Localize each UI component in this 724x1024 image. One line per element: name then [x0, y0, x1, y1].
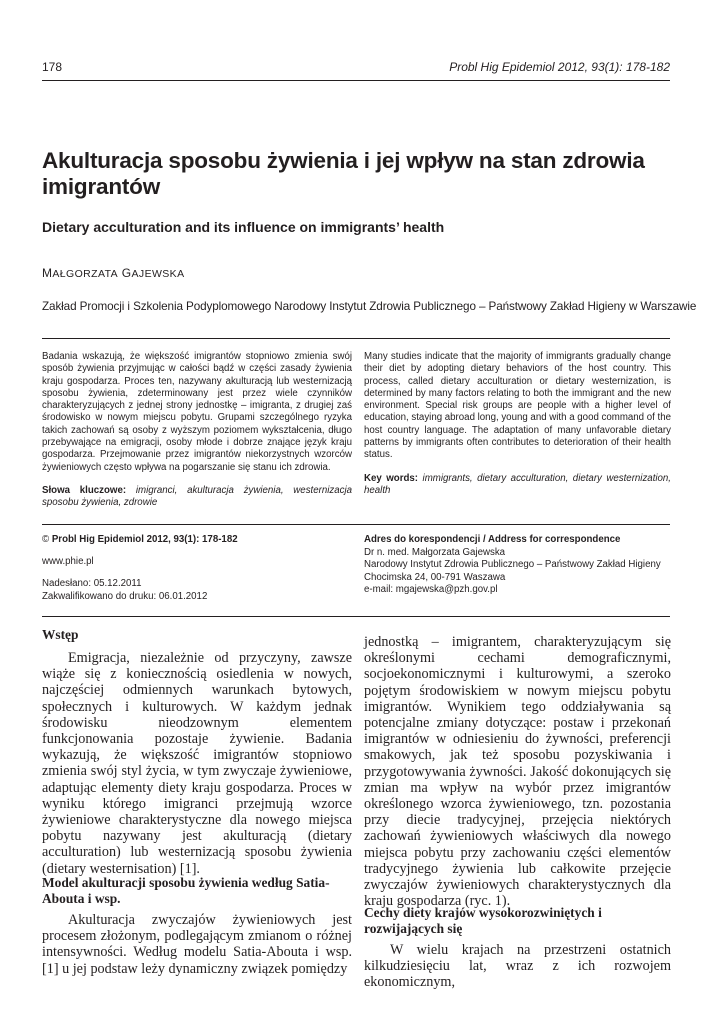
- dates: [42, 578, 207, 603]
- correspondence-institution: Narodowy Instytut Zdrowia Publicznego – Państwowy Zakład Higieny: [364, 559, 661, 570]
- article-subtitle: Dietary acculturation and its influence on immigrants’ health: [42, 219, 445, 235]
- author: [42, 266, 185, 280]
- header-rule: [42, 80, 670, 81]
- paragraph-intro: Emigracja, niezależnie od przyczyny, zawsze wiąże się z koniecznością osiedlenia w nowych, najczęściej odmiennych warunkach bytowych, społecznych i kulturowych. W każdym jednak środowisku nieodzownym elementem funkcjonowania pozostaje żywienie. Badania wykazują, że większość imigrantów stopniowo zmienia swój styl życia, w tym zwyczaje żywieniowe, adaptując elementy diety kraju gospodarza. Proces w wyniku którego imigranci przejmują wzorce żywieniowe charakterystyczne dla nowego miejsca pobytu nazywany jest akulturacją (dietary acculturation) lub westernizacją sposobu żywienia (dietary westernisation) [1].: [42, 650, 352, 877]
- correspondence-name: Dr n. med. Małgorzata Gajewska: [364, 546, 506, 558]
- abstract-english: [364, 351, 671, 497]
- journal-reference: Probl Hig Epidemiol 2012, 93(1): 178-182: [449, 60, 670, 74]
- keywords-english: [364, 473, 671, 498]
- keywords-english-label: Key words:: [364, 472, 419, 484]
- keywords-polish-list: imigranci, akulturacja żywienia, westernizacja sposobu żywienia, zdrowie: [42, 484, 352, 509]
- copyright-symbol: ©: [42, 534, 50, 545]
- keywords-polish: [42, 485, 352, 510]
- correspondence: [364, 534, 661, 597]
- accepted-date: Zakwalifikowano do druku: 06.01.2012: [42, 590, 208, 602]
- paragraph-model: Akulturacja zwyczajów żywieniowych jest procesem złożonym, podlegającym zmianom o różnej intensywności. Według modelu Satia-Abouta i wsp. [1] u jej podstaw leży dynamiczny związek pomiędzy: [42, 912, 352, 977]
- citation-text: Probl Hig Epidemiol 2012, 93(1): 178-182: [51, 534, 238, 545]
- author-initial-first: M: [42, 266, 53, 280]
- page-number: 178: [42, 60, 63, 74]
- received-date: Nadesłano: 05.12.2011: [42, 578, 142, 589]
- correspondence-street: Chocimska 24, 00-791 Waszawa: [364, 571, 506, 583]
- correspondence-email[interactable]: e-mail: mgajewska@pzh.gov.pl: [364, 584, 498, 595]
- abstract-polish: [42, 351, 352, 510]
- paragraph-model-continued: jednostką – imigrantem, charakteryzującym się określonymi cechami demograficznymi, socjoekonomicznymi i kulturowymi, a szeroko pojętym środowiskiem w nowym miejscu pobytu imigrantów. Wynikiem tego oddziaływania są potencjalne zmiany dotyczące: postaw i przekonań imigrantów w odniesieniu do żywności, preferencji smakowych, jak też sposobu pozyskiwania i przygotowywania żywności. Jakość dokonujących się zmian ma wpływ na wybór przez imigrantów określonego wzorca żywieniowego, tzn. pozostania przy diecie tradycyjnej, przejęcia niektórych zachowań żywieniowych właściwych dla nowego miejsca pobytu przy zachowaniu części elementów tradycyjnego żywienia lub całkowite przejęcie zwyczajów żywieniowych charakterystycznych dla kraju gospodarza (ryc. 1).: [364, 634, 671, 910]
- article-title: Akulturacja sposobu żywienia i jej wpływ na stan zdrowia imigrantów: [42, 148, 645, 199]
- section-heading-intro: Wstęp: [42, 627, 79, 642]
- keywords-polish-label: Słowa kluczowe:: [42, 484, 127, 496]
- website-link[interactable]: www.phie.pl: [42, 556, 94, 567]
- author-initial-last: G: [121, 266, 132, 280]
- meta-bottom-rule: [42, 616, 670, 617]
- author-rest-last: AJEWSKA: [131, 268, 185, 280]
- correspondence-heading: Adres do korespondencji / Address for correspondence: [364, 534, 621, 545]
- affiliation: Zakład Promocji i Szkolenia Podyplomowego Narodowy Instytut Zdrowia Publicznego – Państwowy Zakład Higieny w Warszawie: [42, 300, 697, 313]
- abstract-english-text: Many studies indicate that the majority of immigrants gradually change their diet by adopting dietary behaviors of the host country. This process, called dietary acculturation or dietary westernization, is determined by many factors relating to both the immigrant and the new environment. Special risk groups are people with a higher level of education, staying abroad long, young and with a good command of the host country language. The adaptation of many unfavorable dietary patterns by immigrants often contributes to deterioration of their health status.: [364, 351, 671, 461]
- keywords-english-list: immigrants, dietary acculturation, dietary westernization, health: [364, 472, 671, 496]
- section-heading-model: Model akulturacji sposobu żywienia według Satia-Abouta i wsp.: [42, 875, 330, 906]
- citation: [42, 534, 238, 547]
- abstract-top-rule: [42, 338, 670, 339]
- section-heading-diet-features: Cechy diety krajów wysokorozwiniętych i rozwijających się: [364, 905, 602, 936]
- author-rest-first: AŁGORZATA: [52, 268, 119, 280]
- paragraph-diet-features: W wielu krajach na przestrzeni ostatnich kilkudziesięciu lat, wraz z ich rozwojem ekonomicznym,: [364, 942, 671, 991]
- abstract-polish-text: Badania wskazują, że większość imigrantów stopniowo zmienia swój sposób żywienia przyjmując w całości bądź w części zasady żywienia kraju gospodarza. Proces ten, nazywany akulturacją lub westernizacją sposobu żywienia, zdeterminowany jest przez wiele czynników charakteryzujących z jednej strony jednostkę – imigranta, z drugiej zaś środowisko w nowym miejscu pobytu. Grupami szczególnego ryzyka takich zachowań są osoby z wyższym poziomem wykształcenia, długo przebywające na emigracji, osoby młode i dobrze znające język kraju gospodarza. Przejmowanie przez imigrantów niekorzystnych wzorców żywieniowych często wpływa na pogarszanie się stanu ich zdrowia.: [42, 351, 352, 473]
- meta-top-rule: [42, 524, 670, 525]
